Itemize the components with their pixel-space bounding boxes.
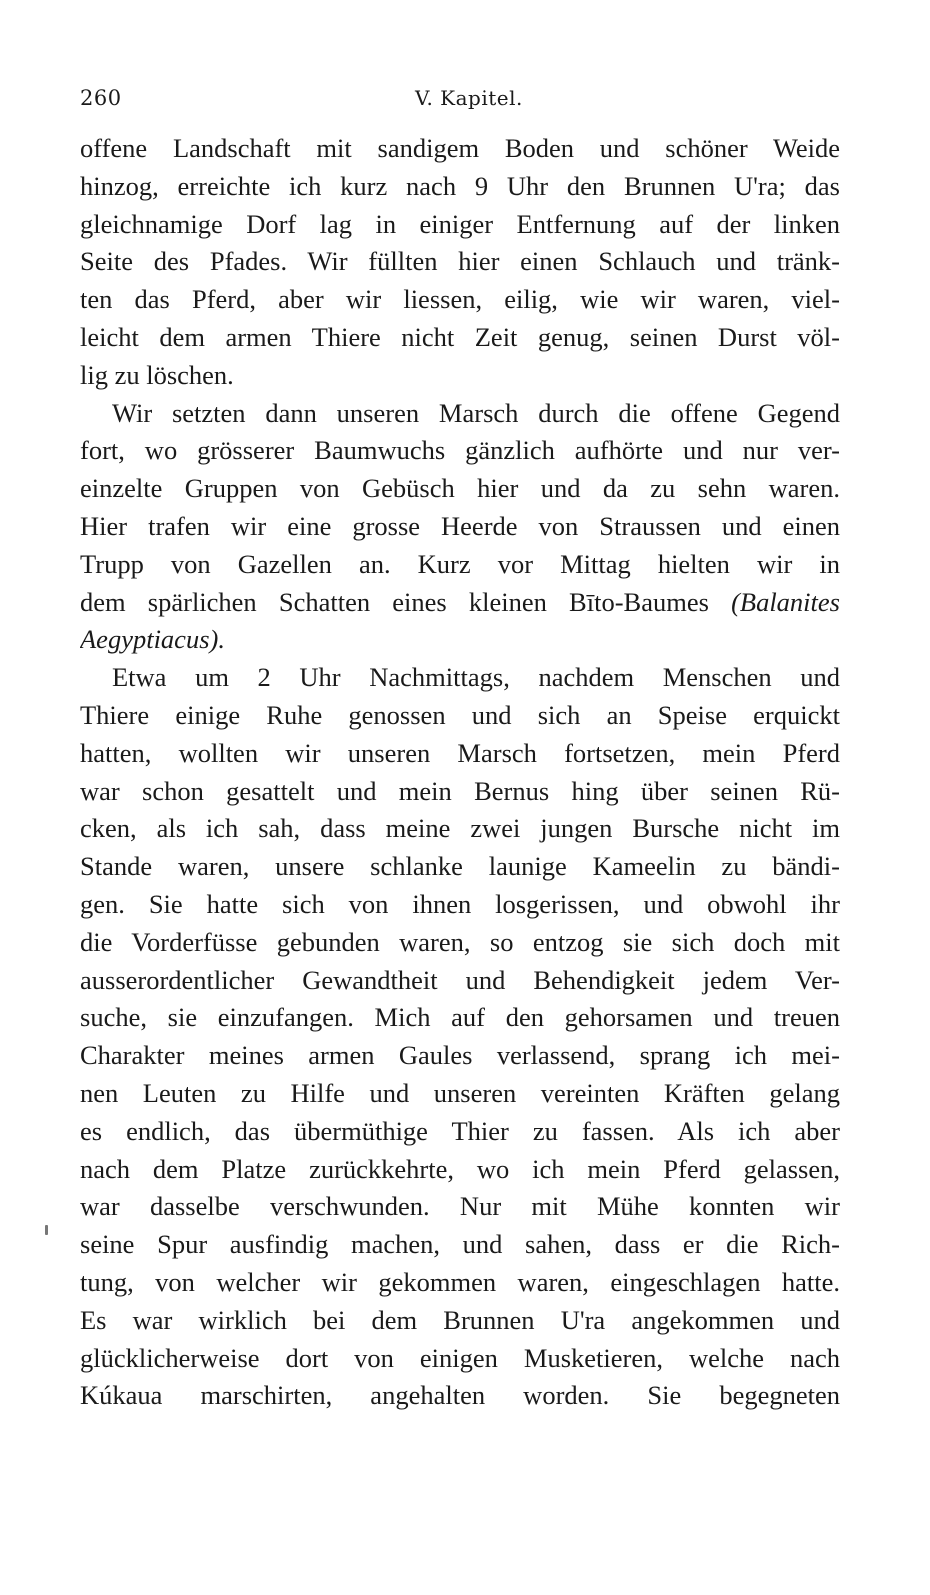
text-line-content: glücklicherweise dort von einigen Musketieren, welche nach: [80, 1342, 840, 1373]
text-line-content: ausserordentlicher Gewandtheit und Behendigkeit jedem Ver-: [80, 964, 840, 995]
text-line: [80, 432, 840, 470]
text-line-content: gen. Sie hatte sich von ihnen losgerissen, und obwohl ihr: [80, 888, 840, 919]
text-line-content: Charakter meines armen Gaules verlassend, sprang ich mei-: [80, 1040, 840, 1071]
text-line-content: Etwa um 2 Uhr Nachmittags, nachdem Menschen und: [112, 662, 840, 693]
body-text: [80, 130, 840, 1415]
running-head: V. Kapitel.: [415, 86, 523, 110]
text-line: [80, 1340, 840, 1378]
text-line: [80, 886, 840, 924]
text-line-content: Seite des Pfades. Wir füllten hier einen Schlauch und tränk-: [80, 246, 840, 277]
text-line-content: gleichnamige Dorf lag in einiger Entfernung auf der linken: [80, 208, 840, 239]
text-line-content: offene Landschaft mit sandigem Boden und schöner Weide: [80, 133, 840, 163]
text-line: [80, 1226, 840, 1264]
text-line-content: Thiere einige Ruhe genossen und sich an Speise erquickt: [80, 699, 840, 730]
text-line: [80, 697, 840, 735]
text-line: [80, 130, 840, 168]
text-line-content: hatten, wollten wir unseren Marsch fortsetzen, mein Pferd: [80, 737, 840, 768]
text-line-content: hinzog, erreichte ich kurz nach 9 Uhr den Brunnen U'ra; das: [80, 170, 840, 201]
text-line: [80, 735, 840, 773]
text-line: [80, 848, 840, 886]
text-line-content: war schon gesattelt und mein Bernus hing über seinen Rü-: [80, 775, 840, 806]
page-header: [80, 86, 840, 116]
text-line-content: leicht dem armen Thiere nicht Zeit genug, seinen Durst völ-: [80, 321, 840, 352]
text-line: [80, 168, 840, 206]
text-line-content: die Vorderfüsse gebunden waren, so entzog sie sich doch mit: [80, 926, 840, 957]
margin-speck: [45, 1225, 48, 1235]
text-line: [80, 1302, 840, 1340]
text-line: [80, 584, 840, 622]
text-line-content: einzelte Gruppen von Gebüsch hier und da zu sehn waren.: [80, 473, 840, 504]
italic-term: Aegyptiacus).: [80, 624, 225, 655]
text-line-content: Hier trafen wir eine grosse Heerde von Straussen und einen: [80, 510, 840, 541]
text-line: [80, 1075, 840, 1113]
text-line-content: seine Spur ausfindig machen, und sahen, dass er die Rich-: [80, 1229, 840, 1260]
text-line: [80, 999, 840, 1037]
text-line-content: es endlich, das übermüthige Thier zu fassen. Als ich aber: [80, 1115, 840, 1146]
text-line: [80, 1264, 840, 1302]
page-number: 260: [80, 86, 122, 110]
text-line-content: Kúkaua marschirten, angehalten worden. Sie begegneten: [80, 1380, 840, 1411]
text-line: [80, 659, 840, 697]
text-line: [80, 206, 840, 244]
italic-term: (Balanites: [731, 586, 840, 617]
text-line: [80, 508, 840, 546]
text-line-content: Stande waren, unsere schlanke launige Kameelin zu bändi-: [80, 851, 840, 882]
text-line: [80, 319, 840, 357]
text-line: [80, 281, 840, 319]
text-line-content: nach dem Platze zurückkehrte, wo ich mein Pferd gelassen,: [80, 1153, 840, 1184]
text-line: [80, 962, 840, 1000]
text-line-content: lig zu löschen.: [80, 359, 234, 390]
text-line: [80, 1188, 840, 1226]
text-line: [80, 470, 840, 508]
text-line-content: nen Leuten zu Hilfe und unseren vereinten Kräften gelang: [80, 1077, 840, 1108]
text-line-content: suche, sie einzufangen. Mich auf den gehorsamen und treuen: [80, 1002, 840, 1033]
text-line: [80, 1113, 840, 1151]
text-line: [80, 810, 840, 848]
text-line-content: fort, wo grösserer Baumwuchs gänzlich aufhörte und nur ver-: [80, 435, 840, 466]
text-line-content: Trupp von Gazellen an. Kurz vor Mittag hielten wir in: [80, 548, 840, 579]
text-line: [80, 1037, 840, 1075]
text-line: [80, 621, 840, 659]
text-line-content: cken, als ich sah, dass meine zwei jungen Bursche nicht im: [80, 813, 840, 844]
text-line-content: dem spärlichen Schatten eines kleinen Bīto-Baumes: [80, 586, 709, 617]
text-line: [80, 1377, 840, 1415]
text-line-content: war dasselbe verschwunden. Nur mit Mühe konnten wir: [80, 1191, 840, 1222]
text-line-content: Wir setzten dann unseren Marsch durch die offene Gegend: [112, 397, 840, 428]
text-line: [80, 1151, 840, 1189]
text-line-content: ten das Pferd, aber wir liessen, eilig, wie wir waren, viel-: [80, 284, 840, 315]
text-line-content: Es war wirklich bei dem Brunnen U'ra angekommen und: [80, 1304, 840, 1335]
text-line-content: tung, von welcher wir gekommen waren, eingeschlagen hatte.: [80, 1266, 840, 1297]
text-line: [80, 546, 840, 584]
text-line: [80, 357, 840, 395]
text-line: [80, 395, 840, 433]
text-line: [80, 924, 840, 962]
text-line: [80, 243, 840, 281]
text-line: [80, 773, 840, 811]
